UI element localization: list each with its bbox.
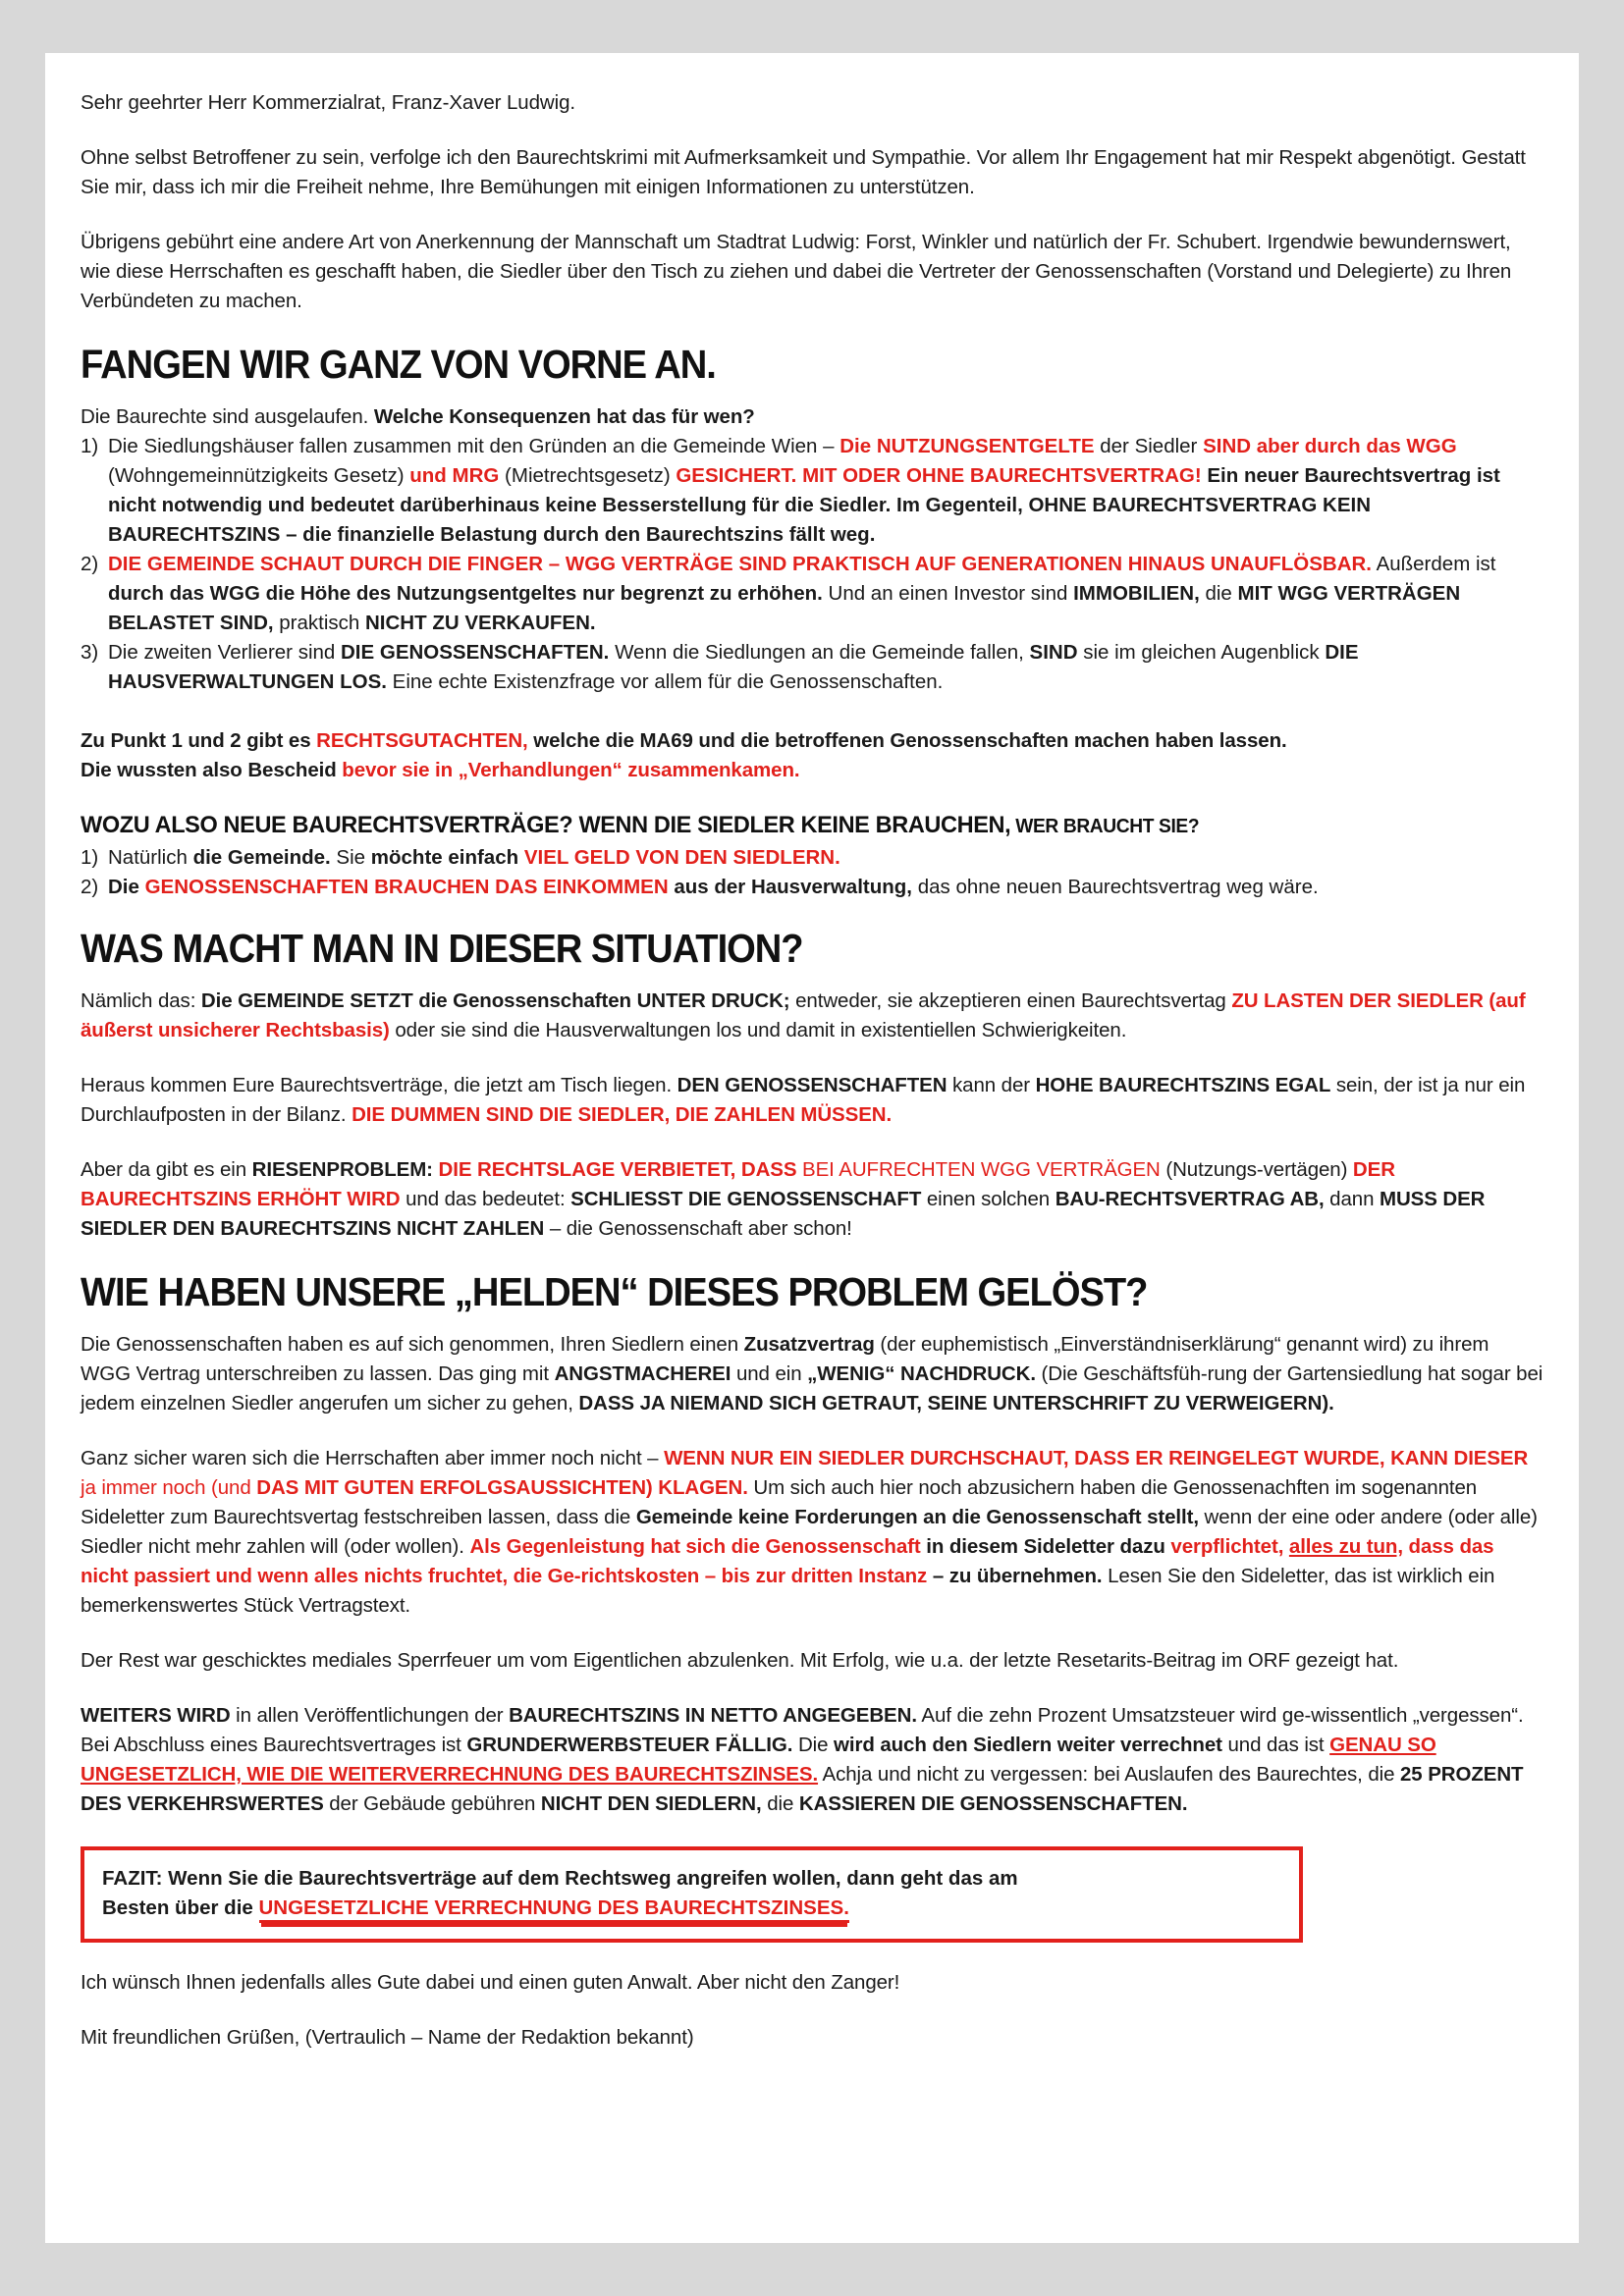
section4-paragraph-1: Die Genossenschaften haben es auf sich genommen, Ihren Siedlern einen Zusatzvertrag (der euphemistisch „Einverständniserklärung“ genannt wird) zu ihrem WGG Vertrag unterschreiben zu lassen. Das ging mit ANGSTMACHEREI und ein „WENIG“ NACHDRUCK. (Die Geschäftsfüh-rung der Gartensiedlung hat sogar bei jedem einzelnen Siedler angerufen um sicher zu gehen, DASS JA NIEMAND SICH GETRAUT, SEINE UNTERSCHRIFT ZU VERWEIGERN). [81, 1333, 1543, 1415]
section4-paragraph-3: Der Rest war geschicktes mediales Sperrfeuer um vom Eigentlichen abzulenken. Mit Erfolg, wie u.a. der letzte Resetarits-Beitrag im ORF gezeigt hat. [81, 1649, 1399, 1672]
list-item-text: Die Siedlungshäuser fallen zusammen mit den Gründen an die Gemeinde Wien – Die NUTZUNGSENTGELTE der Siedler SIND aber durch das WGG (Wohngemeinnützigkeits Gesetz) und MRG (Mietrechtsgesetz) GESICHERT. MIT ODER OHNE BAURECHTSVERTRAG! Ein neuer Baurechtsvertrag ist nicht notwendig und bedeutet darüberhinaus keine Besserstellung für die Siedler. Im Gegenteil, OHNE BAURECHTSVERTRAG KEIN BAURECHTSZINS – die finanzielle Belastung durch den Baurechtszins fällt weg. [108, 435, 1500, 546]
intro-paragraph-2: Übrigens gebührt eine andere Art von Anerkennung der Mannschaft um Stadtrat Ludwig: Forst, Winkler und natürlich der Fr. Schubert. Irgendwie bewundernswert, wie diese Herrschaften es geschafft haben, die Siedler über den Tisch zu ziehen und dabei die Vertreter der Genossenschaften (Vorstand und Delegierte) zu Ihren Verbündeten zu machen. [81, 231, 1512, 312]
salutation: Sehr geehrter Herr Kommerzialrat, Franz-Xaver Ludwig. [81, 91, 575, 114]
list-item-number: 3) [81, 641, 99, 664]
document-page [45, 53, 1579, 2243]
subheading-tail: WER BRAUCHT SIE? [1010, 816, 1200, 837]
list-item [81, 638, 1543, 697]
list-item [81, 550, 1543, 638]
section-headline-wie-haben-unsere-helden: WIE HABEN UNSERE „HELDEN“ DIESES PROBLEM GELÖST? [81, 1269, 1148, 1314]
section1-lead-plain: Die Baurechte sind ausgelaufen. [81, 405, 374, 428]
who-needs-list [81, 843, 1543, 902]
section4-paragraph-2: Ganz sicher waren sich die Herrschaften aber immer noch nicht – WENN NUR EIN SIEDLER DURCHSCHAUT, DASS ER REINGELEGT WURDE, KANN DIESER ja immer noch (und DAS MIT GUTEN ERFOLGSAUSSICHTEN) KLAGEN. Um sich auch hier noch abzusichern haben die Genossenachften im sogenannten Sideletter zum Baurechtsvertag festschreiben lassen, dass die Gemeinde keine Forderungen an die Genossenschaft stellt, wenn der eine oder andere (oder alle) Siedler nicht mehr zahlen will (oder wollen). Als Gegenleistung hat sich die Genossenschaft in diesem Sideletter dazu verpflichtet, alles zu tun, dass das nicht passiert und wenn alles nichts fruchtet, die Ge-richtskosten – bis zur dritten Instanz – zu übernehmen. Lesen Sie den Sideletter, das ist wirklich ein bemerkenswertes Stück Vertragstext. [81, 1447, 1538, 1617]
gutachten-line-1-red: RECHTSGUTACHTEN, [316, 729, 528, 752]
list-item-number: 2) [81, 553, 99, 575]
section3-paragraph-3: Aber da gibt es ein RIESENPROBLEM: DIE RECHTSLAGE VERBIETET, DASS BEI AUFRECHTEN WGG VERTRÄGEN (Nutzungs-vertägen) DER BAURECHTSZINS ERHÖHT WIRD und das bedeutet: SCHLIESST DIE GENOSSENSCHAFT einen solchen BAU-RECHTSVERTRAG AB, dann MUSS DER SIEDLER DEN BAURECHTSZINS NICHT ZAHLEN – die Genossenschaft aber schon! [81, 1158, 1486, 1240]
fazit-line-2 [102, 1894, 1283, 1923]
fazit-line-2-prefix: Besten über die [102, 1896, 259, 1919]
list-item-number: 1) [81, 846, 99, 869]
intro-paragraph-1: Ohne selbst Betroffener zu sein, verfolge ich den Baurechtskrimi mit Aufmerksamkeit und Sympathie. Vor allem Ihr Engagement hat mir Respekt abgenötigt. Gestatt Sie mir, dass ich mir die Freiheit nehme, Ihre Bemühungen mit einigen Informationen zu unterstützen. [81, 146, 1526, 198]
fazit-line-1: FAZIT: Wenn Sie die Baurechtsverträge auf dem Rechtsweg angreifen wollen, dann geht das am [102, 1867, 1018, 1890]
gutachten-line-1-a: Zu Punkt 1 und 2 gibt es [81, 729, 317, 752]
section3-paragraph-1: Nämlich das: Die GEMEINDE SETZT die Genossenschaften UNTER DRUCK; entweder, sie akzeptieren einen Baurechtsvertag ZU LASTEN DER SIEDLER (auf äußerst unsicherer Rechtsbasis) oder sie sind die Hausverwaltungen los und damit in existentiellen Schwierigkeiten. [81, 989, 1526, 1041]
list-item-text: Die zweiten Verlierer sind DIE GENOSSENSCHAFTEN. Wenn die Siedlungen an die Gemeinde fallen, SIND sie im gleichen Augenblick DIE HAUSVERWALTUNGEN LOS. Eine echte Existenzfrage vor allem für die Genossenschaften. [108, 641, 1359, 693]
consequences-list [81, 432, 1543, 697]
list-item-text: DIE GEMEINDE SCHAUT DURCH DIE FINGER – WGG VERTRÄGE SIND PRAKTISCH AUF GENERATIONEN HINAUS UNAUFLÖSBAR. Außerdem ist durch das WGG die Höhe des Nutzungsentgeltes nur begrenzt zu erhöhen. Und an einen Investor sind IMMOBILIEN, die MIT WGG VERTRÄGEN BELASTET SIND, praktisch NICHT ZU VERKAUFEN. [108, 553, 1496, 634]
subheading-wozu-also [81, 811, 1485, 841]
document-content [81, 88, 1543, 2078]
list-item [81, 843, 1543, 873]
list-item [81, 432, 1543, 550]
gutachten-line-2-red: bevor sie in „Verhandlungen“ zusammenkamen. [342, 759, 800, 781]
fazit-box [81, 1846, 1303, 1943]
section-headline-fangen-wir: FANGEN WIR GANZ VON VORNE AN. [81, 342, 716, 387]
list-item [81, 873, 1543, 902]
section1-lead-bold: Welche Konsequenzen hat das für wen? [373, 405, 755, 428]
closing-wish: Ich wünsch Ihnen jedenfalls alles Gute dabei und einen guten Anwalt. Aber nicht den Zanger! [81, 1971, 900, 1994]
section1-lead [81, 402, 1543, 432]
spacer [81, 697, 1543, 726]
list-item-text: Natürlich die Gemeinde. Sie möchte einfach VIEL GELD VON DEN SIEDLERN. [108, 846, 840, 869]
closing-signoff: Mit freundlichen Grüßen, (Vertraulich – Name der Redaktion bekannt) [81, 2026, 694, 2049]
subheading-main: WOZU ALSO NEUE BAURECHTSVERTRÄGE? WENN DIE SIEDLER KEINE BRAUCHEN, [81, 812, 1011, 838]
section-headline-was-macht-man: WAS MACHT MAN IN DIESER SITUATION? [81, 926, 803, 971]
gutachten-line-2 [81, 756, 1543, 785]
list-item-text: Die GENOSSENSCHAFTEN BRAUCHEN DAS EINKOMMEN aus der Hausverwaltung, das ohne neuen Baurechtsvertrag weg wäre. [108, 876, 1319, 898]
fazit-highlight: UNGESETZLICHE VERRECHNUNG DES BAURECHTSZINSES. [259, 1896, 849, 1923]
gutachten-line-1 [81, 726, 1543, 756]
list-item-number: 1) [81, 435, 99, 457]
section4-paragraph-4: WEITERS WIRD in allen Veröffentlichungen der BAURECHTSZINS IN NETTO ANGEGEBEN. Auf die zehn Prozent Umsatzsteuer wird ge-wissentlich „vergessen“. Bei Abschluss eines Baurechtsvertrages ist GRUNDERWERBSTEUER FÄLLIG. Die wird auch den Siedlern weiter verrechnet und das ist GENAU SO UNGESETZLICH, WIE DIE WEITERVERRECHNUNG DES BAURECHTSZINSES. Achja und nicht zu vergessen: bei Auslaufen des Baurechtes, die 25 PROZENT DES VERKEHRSWERTES der Gebäude gebühren NICHT DEN SIEDLERN, die KASSIEREN DIE GENOSSENSCHAFTEN. [81, 1704, 1524, 1815]
section3-paragraph-2: Heraus kommen Eure Baurechtsverträge, die jetzt am Tisch liegen. DEN GENOSSENSCHAFTEN kann der HOHE BAURECHTSZINS EGAL sein, der ist ja nur ein Durchlaufposten in der Bilanz. DIE DUMMEN SIND DIE SIEDLER, DIE ZAHLEN MÜSSEN. [81, 1074, 1526, 1126]
gutachten-line-1-b: welche die MA69 und die betroffenen Genossenschaften machen haben lassen. [527, 729, 1287, 752]
list-item-number: 2) [81, 876, 99, 898]
gutachten-line-2-a: Die wussten also Bescheid [81, 759, 343, 781]
